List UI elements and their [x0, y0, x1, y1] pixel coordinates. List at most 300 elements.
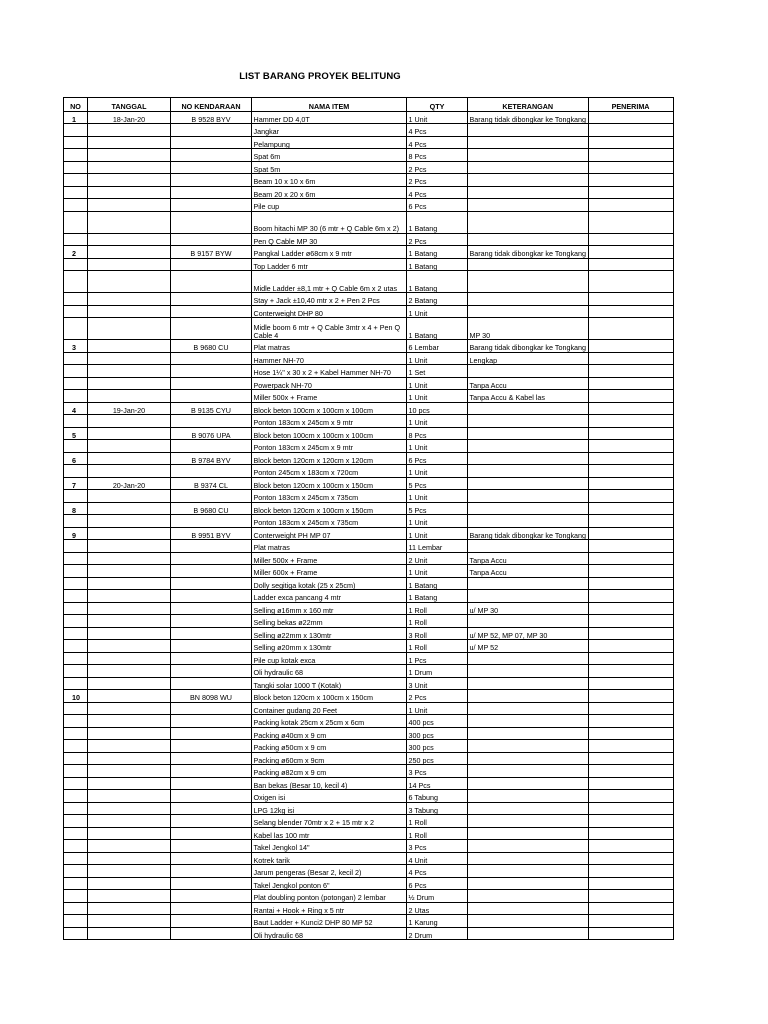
cell-no: [64, 174, 88, 187]
table-row: [64, 390, 674, 403]
cell-tanggal: [88, 490, 171, 503]
cell-tanggal: [88, 790, 171, 803]
cell-tanggal: [88, 777, 171, 790]
table-row: [64, 690, 674, 703]
cell-nama-item: Rantai + Hook + Ring x 5 ntr: [252, 902, 407, 915]
table-row: [64, 124, 674, 137]
cell-nama-item: Pile cup kotak exca: [252, 652, 407, 665]
header-penerima: PENERIMA: [588, 98, 673, 112]
cell-penerima: [588, 211, 673, 233]
cell-no: [64, 902, 88, 915]
cell-penerima: [588, 627, 673, 640]
table-row: [64, 790, 674, 803]
table-row: [64, 852, 674, 865]
cell-nama-item: Conterweight PH MP 07: [252, 527, 407, 540]
cell-nama-item: Miller 500x + Frame: [252, 552, 407, 565]
table-row: [64, 340, 674, 353]
cell-no: [64, 827, 88, 840]
cell-penerima: [588, 490, 673, 503]
cell-penerima: [588, 927, 673, 940]
cell-no: 8: [64, 502, 88, 515]
table-row: [64, 765, 674, 778]
cell-penerima: [588, 258, 673, 271]
cell-penerima: [588, 365, 673, 378]
cell-nama-item: Boom hitachi MP 30 (6 mtr + Q Cable 6m x 2): [252, 211, 407, 233]
cell-nama-item: Beam 20 x 20 x 6m: [252, 186, 407, 199]
cell-qty: 1 Batang: [407, 246, 468, 259]
cell-no: [64, 590, 88, 603]
cell-keterangan: [468, 305, 589, 318]
cell-no-kendaraan: [171, 211, 252, 233]
table-row: [64, 465, 674, 478]
cell-no: [64, 815, 88, 828]
table-row: [64, 293, 674, 306]
cell-no-kendaraan: B 9951 BYV: [171, 527, 252, 540]
cell-no: 3: [64, 340, 88, 353]
cell-no: [64, 727, 88, 740]
cell-nama-item: Ban bekas (Besar 10, kecil 4): [252, 777, 407, 790]
table-body: [64, 111, 674, 940]
cell-keterangan: [468, 840, 589, 853]
cell-tanggal: [88, 124, 171, 137]
table-row: [64, 515, 674, 528]
cell-qty: 8 Pcs: [407, 149, 468, 162]
cell-qty: 1 Unit: [407, 377, 468, 390]
cell-keterangan: [468, 124, 589, 137]
cell-nama-item: Selling bekas ø22mm: [252, 615, 407, 628]
cell-no-kendaraan: [171, 777, 252, 790]
table-row: [64, 577, 674, 590]
cell-keterangan: [468, 477, 589, 490]
cell-tanggal: [88, 515, 171, 528]
cell-penerima: [588, 752, 673, 765]
cell-penerima: [588, 440, 673, 453]
cell-tanggal: [88, 199, 171, 212]
table-row: [64, 477, 674, 490]
table-row: [64, 502, 674, 515]
cell-no: [64, 777, 88, 790]
cell-penerima: [588, 390, 673, 403]
header-nama-item: NAMA ITEM: [252, 98, 407, 112]
cell-keterangan: Barang tidak dibongkar ke Tongkang: [468, 527, 589, 540]
cell-penerima: [588, 690, 673, 703]
cell-no-kendaraan: [171, 827, 252, 840]
cell-keterangan: Lengkap: [468, 352, 589, 365]
cell-nama-item: Selling ø22mm x 130mtr: [252, 627, 407, 640]
cell-no: [64, 540, 88, 553]
cell-no: [64, 149, 88, 162]
table-row: [64, 271, 674, 293]
cell-tanggal: [88, 377, 171, 390]
cell-keterangan: [468, 211, 589, 233]
cell-no-kendaraan: B 9680 CU: [171, 340, 252, 353]
cell-tanggal: [88, 427, 171, 440]
cell-keterangan: [468, 402, 589, 415]
table-row: [64, 440, 674, 453]
table-row: [64, 740, 674, 753]
cell-qty: 300 pcs: [407, 727, 468, 740]
cell-no-kendaraan: B 9374 CL: [171, 477, 252, 490]
cell-nama-item: Jangkar: [252, 124, 407, 137]
cell-keterangan: Barang tidak dibongkar ke Tongkang: [468, 246, 589, 259]
cell-nama-item: Packing kotak 25cm x 25cm x 6cm: [252, 715, 407, 728]
cell-penerima: [588, 915, 673, 928]
cell-no-kendaraan: [171, 877, 252, 890]
cell-keterangan: [468, 452, 589, 465]
cell-tanggal: [88, 161, 171, 174]
cell-nama-item: Miller 500x + Frame: [252, 390, 407, 403]
cell-no: [64, 877, 88, 890]
cell-nama-item: Ponton 183cm x 245cm x 9 mtr: [252, 415, 407, 428]
cell-keterangan: [468, 502, 589, 515]
cell-no: [64, 271, 88, 293]
cell-no-kendaraan: [171, 233, 252, 246]
table-row: [64, 777, 674, 790]
cell-no: [64, 752, 88, 765]
cell-tanggal: [88, 915, 171, 928]
cell-no-kendaraan: [171, 415, 252, 428]
table-row: [64, 540, 674, 553]
table-row: [64, 402, 674, 415]
cell-nama-item: Block beton 120cm x 100cm x 150cm: [252, 502, 407, 515]
cell-qty: 4 Pcs: [407, 186, 468, 199]
table-row: [64, 665, 674, 678]
cell-qty: 1 Unit: [407, 565, 468, 578]
cell-no: [64, 465, 88, 478]
cell-penerima: [588, 377, 673, 390]
cell-no-kendaraan: [171, 702, 252, 715]
cell-qty: 1 Unit: [407, 527, 468, 540]
cell-no: [64, 627, 88, 640]
cell-keterangan: u/ MP 30: [468, 602, 589, 615]
cell-penerima: [588, 415, 673, 428]
cell-nama-item: Container gudang 20 Feet: [252, 702, 407, 715]
table-row: [64, 377, 674, 390]
cell-nama-item: Powerpack NH-70: [252, 377, 407, 390]
cell-tanggal: [88, 765, 171, 778]
header-qty: QTY: [407, 98, 468, 112]
cell-tanggal: [88, 293, 171, 306]
cell-keterangan: [468, 365, 589, 378]
cell-keterangan: MP 30: [468, 318, 589, 340]
cell-keterangan: [468, 577, 589, 590]
cell-nama-item: Midle Ladder ±8,1 mtr + Q Cable 6m x 2 utas: [252, 271, 407, 293]
cell-qty: 6 Pcs: [407, 877, 468, 890]
cell-qty: 4 Unit: [407, 852, 468, 865]
cell-tanggal: 19-Jan-20: [88, 402, 171, 415]
table-row: [64, 877, 674, 890]
cell-no: [64, 377, 88, 390]
cell-keterangan: [468, 677, 589, 690]
cell-penerima: [588, 890, 673, 903]
cell-keterangan: [468, 827, 589, 840]
cell-no: [64, 552, 88, 565]
cell-qty: ½ Drum: [407, 890, 468, 903]
cell-qty: 1 Unit: [407, 415, 468, 428]
cell-no-kendaraan: [171, 765, 252, 778]
cell-penerima: [588, 427, 673, 440]
cell-nama-item: Selang blender 70mtr x 2 + 15 mtr x 2: [252, 815, 407, 828]
cell-penerima: [588, 527, 673, 540]
cell-qty: 1 Pcs: [407, 652, 468, 665]
cell-penerima: [588, 715, 673, 728]
cell-qty: 1 Unit: [407, 352, 468, 365]
cell-nama-item: Hammer DD 4,0T: [252, 111, 407, 124]
cell-no: 7: [64, 477, 88, 490]
cell-keterangan: [468, 174, 589, 187]
cell-keterangan: [468, 136, 589, 149]
cell-penerima: [588, 840, 673, 853]
cell-qty: 1 Unit: [407, 465, 468, 478]
cell-keterangan: [468, 752, 589, 765]
cell-qty: 1 Batang: [407, 258, 468, 271]
cell-qty: 1 Batang: [407, 211, 468, 233]
cell-qty: 1 Unit: [407, 111, 468, 124]
cell-no-kendaraan: [171, 390, 252, 403]
cell-penerima: [588, 246, 673, 259]
cell-qty: 6 Pcs: [407, 452, 468, 465]
cell-no-kendaraan: [171, 258, 252, 271]
cell-penerima: [588, 577, 673, 590]
cell-tanggal: [88, 827, 171, 840]
cell-nama-item: Block beton 120cm x 120cm x 120cm: [252, 452, 407, 465]
cell-nama-item: Oli hydraulic 68: [252, 927, 407, 940]
cell-qty: 1 Roll: [407, 815, 468, 828]
cell-qty: 4 Pcs: [407, 136, 468, 149]
cell-qty: 1 Unit: [407, 515, 468, 528]
cell-nama-item: Selling ø16mm x 160 mtr: [252, 602, 407, 615]
table-row: [64, 305, 674, 318]
cell-keterangan: [468, 777, 589, 790]
cell-tanggal: [88, 136, 171, 149]
cell-keterangan: [468, 727, 589, 740]
cell-penerima: [588, 815, 673, 828]
cell-nama-item: Pile cup: [252, 199, 407, 212]
cell-no-kendaraan: [171, 802, 252, 815]
cell-no: 5: [64, 427, 88, 440]
cell-keterangan: [468, 690, 589, 703]
cell-nama-item: Hammer NH-70: [252, 352, 407, 365]
cell-no: [64, 615, 88, 628]
cell-no-kendaraan: [171, 890, 252, 903]
table-row: [64, 927, 674, 940]
cell-penerima: [588, 665, 673, 678]
cell-no-kendaraan: [171, 540, 252, 553]
cell-penerima: [588, 540, 673, 553]
cell-no: [64, 293, 88, 306]
cell-penerima: [588, 777, 673, 790]
cell-nama-item: Block beton 100cm x 100cm x 100cm: [252, 402, 407, 415]
cell-qty: 1 Unit: [407, 440, 468, 453]
cell-no-kendaraan: [171, 318, 252, 340]
cell-tanggal: [88, 365, 171, 378]
table-row: [64, 615, 674, 628]
cell-no-kendaraan: [171, 440, 252, 453]
cell-keterangan: [468, 665, 589, 678]
cell-no-kendaraan: [171, 740, 252, 753]
cell-no-kendaraan: [171, 293, 252, 306]
table-row: [64, 602, 674, 615]
cell-no: [64, 161, 88, 174]
cell-keterangan: Tanpa Accu & Kabel las: [468, 390, 589, 403]
cell-no-kendaraan: [171, 377, 252, 390]
cell-no-kendaraan: [171, 602, 252, 615]
cell-qty: 3 Tabung: [407, 802, 468, 815]
cell-nama-item: Oxigen isi: [252, 790, 407, 803]
cell-keterangan: [468, 615, 589, 628]
cell-keterangan: [468, 902, 589, 915]
cell-no: [64, 186, 88, 199]
cell-no-kendaraan: [171, 840, 252, 853]
cell-qty: 11 Lembar: [407, 540, 468, 553]
cell-nama-item: Plat doubling ponton (potongan) 2 lembar: [252, 890, 407, 903]
cell-no-kendaraan: [171, 490, 252, 503]
cell-no: 4: [64, 402, 88, 415]
cell-qty: 3 Pcs: [407, 765, 468, 778]
table-row: [64, 199, 674, 212]
cell-nama-item: Kabel las 100 mtr: [252, 827, 407, 840]
cell-qty: 400 pcs: [407, 715, 468, 728]
cell-penerima: [588, 402, 673, 415]
cell-no: [64, 565, 88, 578]
cell-qty: 3 Pcs: [407, 840, 468, 853]
cell-nama-item: Miller 600x + Frame: [252, 565, 407, 578]
cell-tanggal: [88, 702, 171, 715]
table-row: [64, 552, 674, 565]
cell-no: [64, 136, 88, 149]
cell-no: [64, 927, 88, 940]
cell-no: [64, 440, 88, 453]
cell-no: [64, 702, 88, 715]
cell-no: [64, 715, 88, 728]
cell-qty: 1 Batang: [407, 577, 468, 590]
table-row: [64, 627, 674, 640]
cell-penerima: [588, 477, 673, 490]
table-row: [64, 652, 674, 665]
table-row: [64, 590, 674, 603]
cell-no-kendaraan: [171, 615, 252, 628]
cell-keterangan: [468, 790, 589, 803]
cell-tanggal: 20-Jan-20: [88, 477, 171, 490]
cell-penerima: [588, 136, 673, 149]
cell-penerima: [588, 149, 673, 162]
cell-no-kendaraan: [171, 790, 252, 803]
cell-no: [64, 211, 88, 233]
cell-nama-item: Packing ø82cm x 9 cm: [252, 765, 407, 778]
cell-penerima: [588, 615, 673, 628]
cell-tanggal: [88, 527, 171, 540]
cell-qty: 1 Karung: [407, 915, 468, 928]
table-row: [64, 715, 674, 728]
cell-nama-item: Plat matras: [252, 340, 407, 353]
cell-tanggal: [88, 415, 171, 428]
cell-nama-item: Block beton 120cm x 100cm x 150cm: [252, 690, 407, 703]
cell-penerima: [588, 877, 673, 890]
cell-tanggal: [88, 740, 171, 753]
cell-tanggal: [88, 465, 171, 478]
cell-no-kendaraan: [171, 365, 252, 378]
cell-nama-item: Ponton 183cm x 245cm x 735cm: [252, 490, 407, 503]
cell-tanggal: [88, 602, 171, 615]
cell-keterangan: Tanpa Accu: [468, 565, 589, 578]
header-tanggal: TANGGAL: [88, 98, 171, 112]
cell-no-kendaraan: B 9157 BYW: [171, 246, 252, 259]
cell-nama-item: Plat matras: [252, 540, 407, 553]
cell-no: [64, 677, 88, 690]
cell-penerima: [588, 802, 673, 815]
header-no: NO: [64, 98, 88, 112]
cell-no-kendaraan: [171, 515, 252, 528]
cell-penerima: [588, 590, 673, 603]
cell-no: [64, 515, 88, 528]
table-row: [64, 865, 674, 878]
cell-qty: 10 pcs: [407, 402, 468, 415]
cell-keterangan: [468, 161, 589, 174]
table-row: [64, 258, 674, 271]
cell-nama-item: Pen Q Cable MP 30: [252, 233, 407, 246]
cell-keterangan: [468, 540, 589, 553]
cell-no-kendaraan: [171, 552, 252, 565]
cell-no: [64, 840, 88, 853]
cell-penerima: [588, 233, 673, 246]
cell-keterangan: u/ MP 52, MP 07, MP 30: [468, 627, 589, 640]
cell-penerima: [588, 161, 673, 174]
cell-nama-item: Midle boom 6 mtr + Q Cable 3mtr x 4 + Pen Q Cable 4: [252, 318, 407, 340]
cell-keterangan: Barang tidak dibongkar ke Tongkang: [468, 340, 589, 353]
cell-qty: 6 Lembar: [407, 340, 468, 353]
cell-qty: 2 Pcs: [407, 690, 468, 703]
cell-penerima: [588, 552, 673, 565]
cell-no: [64, 390, 88, 403]
cell-no-kendaraan: [171, 727, 252, 740]
cell-no: 1: [64, 111, 88, 124]
cell-no-kendaraan: [171, 199, 252, 212]
cell-tanggal: [88, 258, 171, 271]
cell-qty: 300 pcs: [407, 740, 468, 753]
cell-no-kendaraan: [171, 677, 252, 690]
cell-no-kendaraan: [171, 627, 252, 640]
cell-keterangan: [468, 815, 589, 828]
cell-nama-item: Top Ladder 6 mtr: [252, 258, 407, 271]
cell-nama-item: Pelampung: [252, 136, 407, 149]
cell-tanggal: [88, 233, 171, 246]
cell-nama-item: Packing ø40cm x 9 cm: [252, 727, 407, 740]
cell-keterangan: u/ MP 52: [468, 640, 589, 653]
table-row: [64, 318, 674, 340]
cell-keterangan: [468, 852, 589, 865]
cell-penerima: [588, 124, 673, 137]
cell-nama-item: Ponton 183cm x 245cm x 9 mtr: [252, 440, 407, 453]
header-row: [64, 98, 674, 112]
cell-no: [64, 652, 88, 665]
cell-penerima: [588, 111, 673, 124]
cell-penerima: [588, 186, 673, 199]
cell-keterangan: [468, 652, 589, 665]
cell-qty: 1 Unit: [407, 490, 468, 503]
cell-no-kendaraan: [171, 161, 252, 174]
cell-tanggal: [88, 727, 171, 740]
cell-no-kendaraan: [171, 902, 252, 915]
cell-tanggal: [88, 627, 171, 640]
cell-tanggal: [88, 865, 171, 878]
cell-tanggal: [88, 565, 171, 578]
cell-no: [64, 415, 88, 428]
cell-keterangan: [468, 765, 589, 778]
cell-no-kendaraan: [171, 652, 252, 665]
cell-tanggal: [88, 652, 171, 665]
cell-tanggal: [88, 452, 171, 465]
cell-nama-item: Baut Ladder + Kunci2 DHP 80 MP 52: [252, 915, 407, 928]
